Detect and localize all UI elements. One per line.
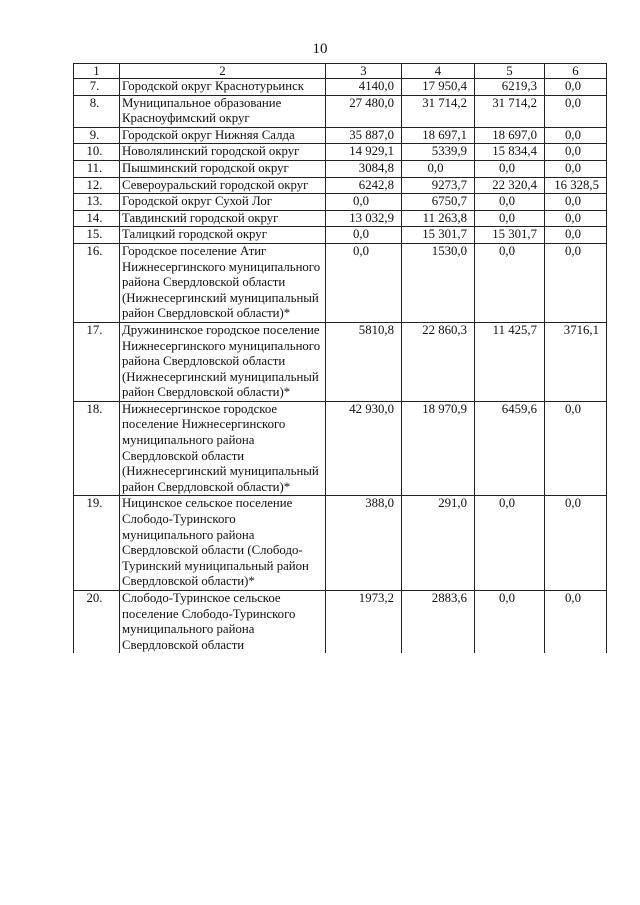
table-row	[74, 144, 607, 161]
row-number-cell: 11.	[74, 160, 120, 177]
table-row	[74, 194, 607, 211]
column-6-value-cell: 0,0	[545, 194, 607, 211]
column-4-value-cell: 2883,6	[402, 591, 475, 654]
column-3-value-cell: 6242,8	[326, 177, 402, 194]
column-6-value-cell: 0,0	[545, 144, 607, 161]
column-5-value-cell: 0,0	[475, 210, 545, 227]
row-number-cell: 15.	[74, 227, 120, 244]
column-6-value-cell: 0,0	[545, 496, 607, 591]
column-6-value-cell: 0,0	[545, 227, 607, 244]
column-4-value-cell: 17 950,4	[402, 79, 475, 96]
table-row	[74, 210, 607, 227]
column-4-value-cell: 18 970,9	[402, 401, 475, 496]
column-3-value-cell: 13 032,9	[326, 210, 402, 227]
row-number-cell: 13.	[74, 194, 120, 211]
column-6-value-cell: 3716,1	[545, 322, 607, 401]
municipality-name-cell: Городское поселение Атиг Нижнесергинского муниципального района Свердловской области (Нижнесергинский муниципальный район Свердловской области)*	[120, 243, 326, 322]
table-row	[74, 177, 607, 194]
column-3-value-cell: 14 929,1	[326, 144, 402, 161]
column-5-value-cell: 6219,3	[475, 79, 545, 96]
table-row	[74, 322, 607, 401]
column-4-value-cell: 11 263,8	[402, 210, 475, 227]
municipality-name-cell: Пышминский городской округ	[120, 160, 326, 177]
column-4-value-cell: 1530,0	[402, 243, 475, 322]
column-6-value-cell: 0,0	[545, 160, 607, 177]
column-4-value-cell: 9273,7	[402, 177, 475, 194]
row-number-cell: 19.	[74, 496, 120, 591]
column-6-value-cell: 0,0	[545, 79, 607, 96]
column-5-value-cell: 22 320,4	[475, 177, 545, 194]
municipality-name-cell: Талицкий городской округ	[120, 227, 326, 244]
column-3-value-cell: 1973,2	[326, 591, 402, 654]
municipality-name-cell: Слободо-Туринское сельское поселение Слободо-Туринского муниципального района Свердловской области	[120, 591, 326, 654]
column-5-value-cell: 0,0	[475, 496, 545, 591]
column-3-value-cell: 0,0	[326, 194, 402, 211]
municipality-name-cell: Нижнесергинское городское поселение Нижнесергинского муниципального района Свердловской области (Нижнесергинский муниципальный район Свердловской области)*	[120, 401, 326, 496]
municipality-name-cell: Дружининское городское поселение Нижнесергинского муниципального района Свердловской области (Нижнесергинский муниципальный район Свердловской области)*	[120, 322, 326, 401]
table-row	[74, 243, 607, 322]
column-6-value-cell: 0,0	[545, 401, 607, 496]
table-row	[74, 227, 607, 244]
column-3-value-cell: 42 930,0	[326, 401, 402, 496]
column-3-value-cell: 35 887,0	[326, 127, 402, 144]
column-6-value-cell: 0,0	[545, 210, 607, 227]
column-4-value-cell: 31 714,2	[402, 95, 475, 127]
municipality-name-cell: Североуральский городской округ	[120, 177, 326, 194]
header-cell-1: 1	[74, 64, 120, 79]
column-4-value-cell: 6750,7	[402, 194, 475, 211]
municipality-name-cell: Городской округ Сухой Лог	[120, 194, 326, 211]
header-cell-2: 2	[120, 64, 326, 79]
column-5-value-cell: 31 714,2	[475, 95, 545, 127]
column-4-value-cell: 18 697,1	[402, 127, 475, 144]
column-4-value-cell: 22 860,3	[402, 322, 475, 401]
row-number-cell: 16.	[74, 243, 120, 322]
column-6-value-cell: 0,0	[545, 243, 607, 322]
row-number-cell: 14.	[74, 210, 120, 227]
municipality-name-cell: Ницинское сельское поселение Слободо-Туринского муниципального района Свердловской области (Слободо-Туринский муниципальный район Свердловской области)*	[120, 496, 326, 591]
column-5-value-cell: 0,0	[475, 160, 545, 177]
row-number-cell: 8.	[74, 95, 120, 127]
row-number-cell: 18.	[74, 401, 120, 496]
column-3-value-cell: 0,0	[326, 227, 402, 244]
column-5-value-cell: 11 425,7	[475, 322, 545, 401]
header-cell-5: 5	[475, 64, 545, 79]
page-number: 10	[312, 41, 328, 57]
row-number-cell: 7.	[74, 79, 120, 96]
column-4-value-cell: 5339,9	[402, 144, 475, 161]
column-3-value-cell: 3084,8	[326, 160, 402, 177]
municipality-name-cell: Тавдинский городской округ	[120, 210, 326, 227]
municipality-name-cell: Муниципальное образование Красноуфимский округ	[120, 95, 326, 127]
row-number-cell: 10.	[74, 144, 120, 161]
column-3-value-cell: 27 480,0	[326, 95, 402, 127]
column-5-value-cell: 0,0	[475, 194, 545, 211]
municipality-name-cell: Новолялинский городской округ	[120, 144, 326, 161]
column-4-value-cell: 291,0	[402, 496, 475, 591]
column-5-value-cell: 0,0	[475, 243, 545, 322]
row-number-cell: 9.	[74, 127, 120, 144]
column-5-value-cell: 6459,6	[475, 401, 545, 496]
table-row	[74, 160, 607, 177]
column-5-value-cell: 0,0	[475, 591, 545, 654]
municipality-name-cell: Городской округ Краснотурьинск	[120, 79, 326, 96]
table-row	[74, 95, 607, 127]
table-row	[74, 127, 607, 144]
municipality-name-cell: Городской округ Нижняя Салда	[120, 127, 326, 144]
row-number-cell: 12.	[74, 177, 120, 194]
header-cell-3: 3	[326, 64, 402, 79]
column-3-value-cell: 388,0	[326, 496, 402, 591]
header-cell-4: 4	[402, 64, 475, 79]
column-5-value-cell: 15 834,4	[475, 144, 545, 161]
header-cell-6: 6	[545, 64, 607, 79]
column-3-value-cell: 4140,0	[326, 79, 402, 96]
table-body	[74, 79, 607, 654]
data-table	[73, 63, 607, 654]
row-number-cell: 17.	[74, 322, 120, 401]
column-5-value-cell: 15 301,7	[475, 227, 545, 244]
column-6-value-cell: 0,0	[545, 127, 607, 144]
column-4-value-cell: 0,0	[402, 160, 475, 177]
table-row	[74, 496, 607, 591]
table-row	[74, 591, 607, 654]
row-number-cell: 20.	[74, 591, 120, 654]
table-row	[74, 401, 607, 496]
column-3-value-cell: 5810,8	[326, 322, 402, 401]
column-6-value-cell: 0,0	[545, 95, 607, 127]
column-6-value-cell: 16 328,5	[545, 177, 607, 194]
column-4-value-cell: 15 301,7	[402, 227, 475, 244]
column-6-value-cell: 0,0	[545, 591, 607, 654]
header-row	[74, 64, 607, 79]
table-row	[74, 79, 607, 96]
column-3-value-cell: 0,0	[326, 243, 402, 322]
column-5-value-cell: 18 697,0	[475, 127, 545, 144]
